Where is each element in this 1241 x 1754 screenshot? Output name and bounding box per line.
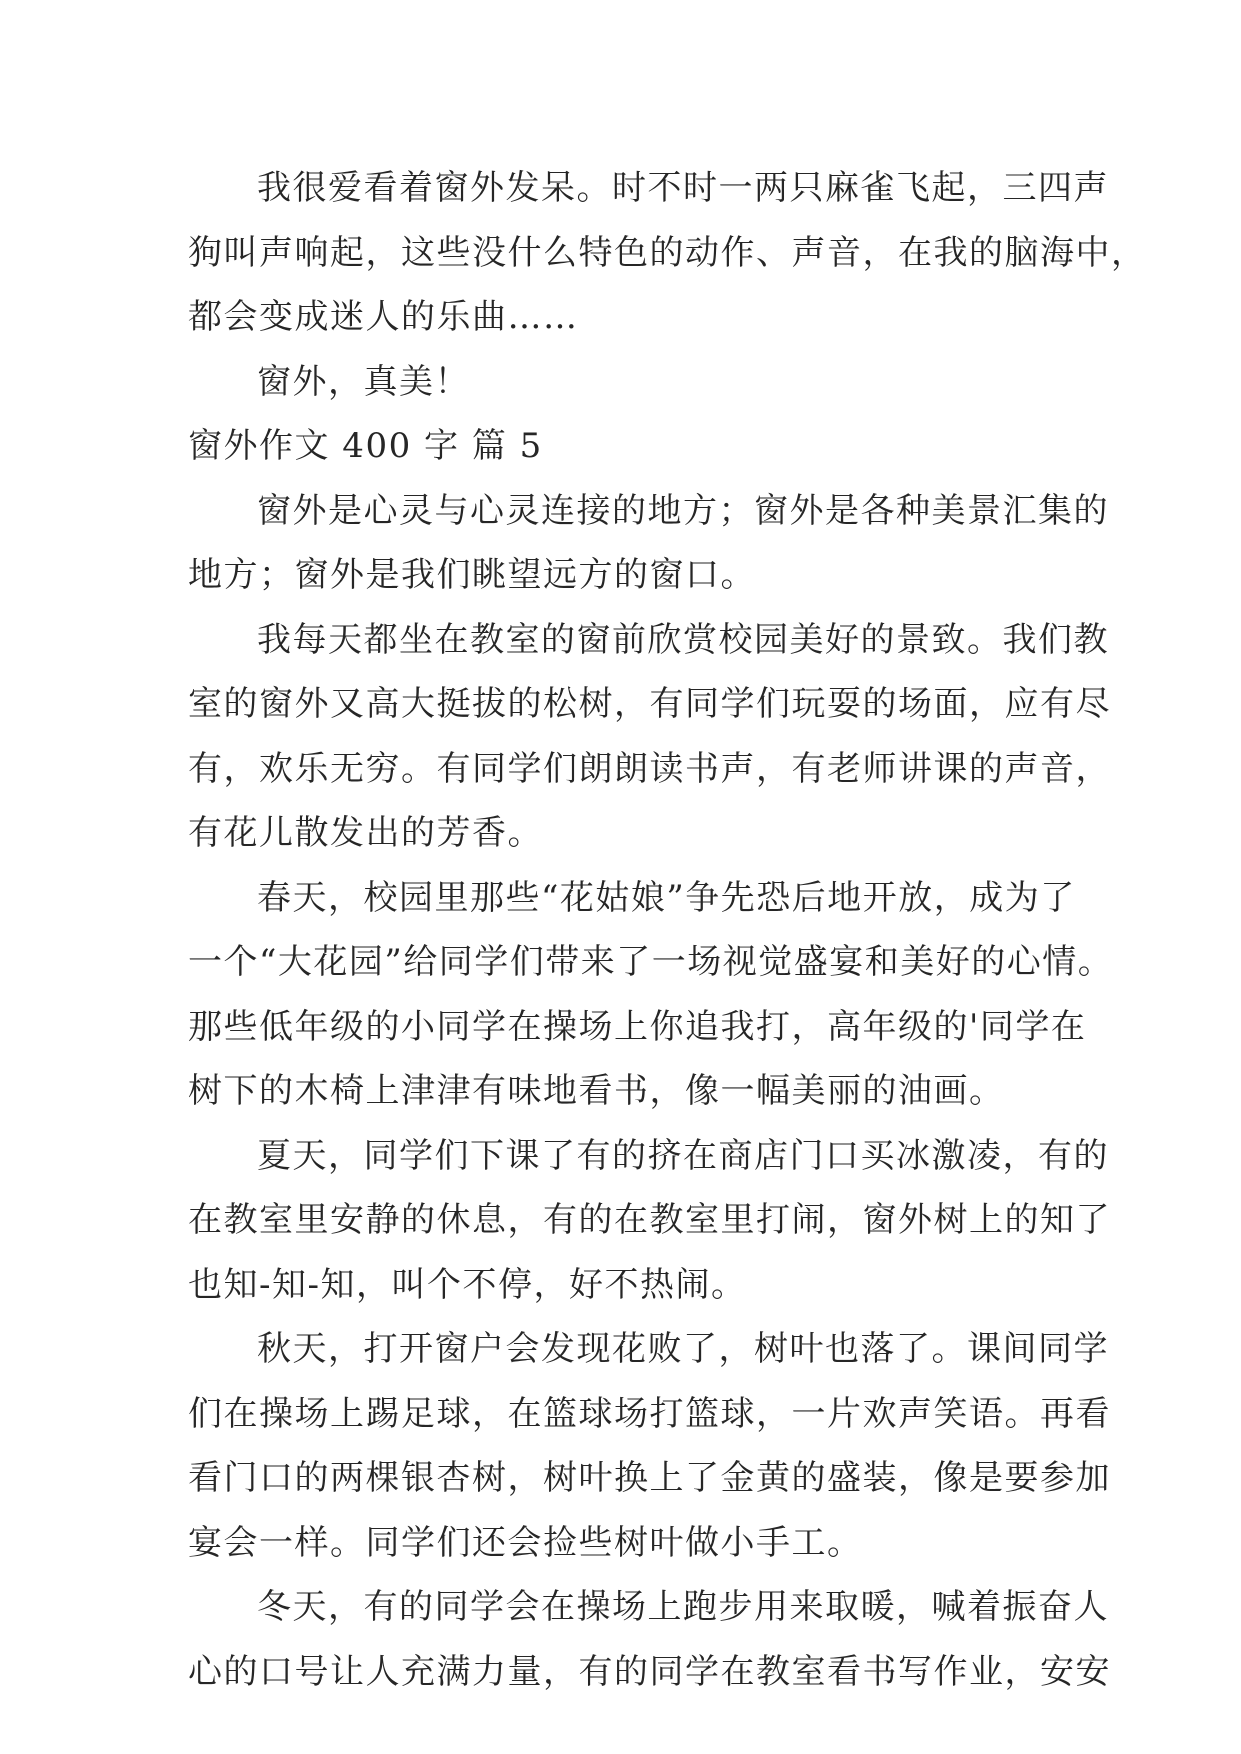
document-body	[188, 156, 1147, 1704]
text-line: 树下的木椅上津津有味地看书，像一幅美丽的油画。	[188, 1071, 1005, 1111]
text-line: 那些低年级的小同学在操场上你追我打，高年级的'同学在	[188, 1006, 1087, 1047]
text-line: 们在操场上踢足球，在篮球场打篮球，一片欢声笑语。再看	[188, 1393, 1111, 1434]
section-heading: 窗外作文 400 字 篇 5	[188, 426, 543, 466]
text-line: 窗外，真美！	[257, 361, 470, 402]
text-line: 看门口的两棵银杏树，树叶换上了金黄的盛装，像是要参加	[188, 1458, 1111, 1498]
text-line: 春天，校园里那些“花姑娘”争先恐后地开放，成为了	[257, 877, 1076, 918]
text-line: 我每天都坐在教室的窗前欣赏校园美好的景致。我们教	[257, 619, 1109, 660]
text-line: 都会变成迷人的乐曲……	[188, 297, 579, 337]
text-line: 夏天，同学们下课了有的挤在商店门口买冰激凌，有的	[257, 1135, 1109, 1176]
text-line: 有，欢乐无穷。有同学们朗朗读书声，有老师讲课的声音，	[188, 748, 1111, 789]
text-line: 冬天，有的同学会在操场上跑步用来取暖，喊着振奋人	[257, 1587, 1109, 1627]
text-line: 地方；窗外是我们眺望远方的窗口。	[188, 555, 756, 595]
text-line: 秋天，打开窗户会发现花败了，树叶也落了。课间同学	[257, 1329, 1109, 1369]
text-line: 窗外是心灵与心灵连接的地方；窗外是各种美景汇集的	[257, 490, 1109, 531]
text-line: 宴会一样。同学们还会捡些树叶做小手工。	[188, 1522, 863, 1563]
text-line: 心的口号让人充满力量，有的同学在教室看书写作业，安安	[188, 1651, 1111, 1692]
text-line: 室的窗外又高大挺拔的松树，有同学们玩耍的场面，应有尽	[188, 684, 1111, 724]
text-line: 有花儿散发出的芳香。	[188, 813, 543, 853]
text-line: 在教室里安静的休息，有的在教室里打闹，窗外树上的知了	[188, 1200, 1111, 1240]
text-line: 我很爱看着窗外发呆。时不时一两只麻雀飞起，三四声	[257, 168, 1109, 208]
text-line: 狗叫声响起，这些没什么特色的动作、声音，在我的脑海中，	[188, 232, 1147, 273]
text-line: 也知-知-知，叫个不停，好不热闹。	[188, 1264, 747, 1305]
text-line: 一个“大花园”给同学们带来了一场视觉盛宴和美好的心情。	[188, 942, 1114, 982]
